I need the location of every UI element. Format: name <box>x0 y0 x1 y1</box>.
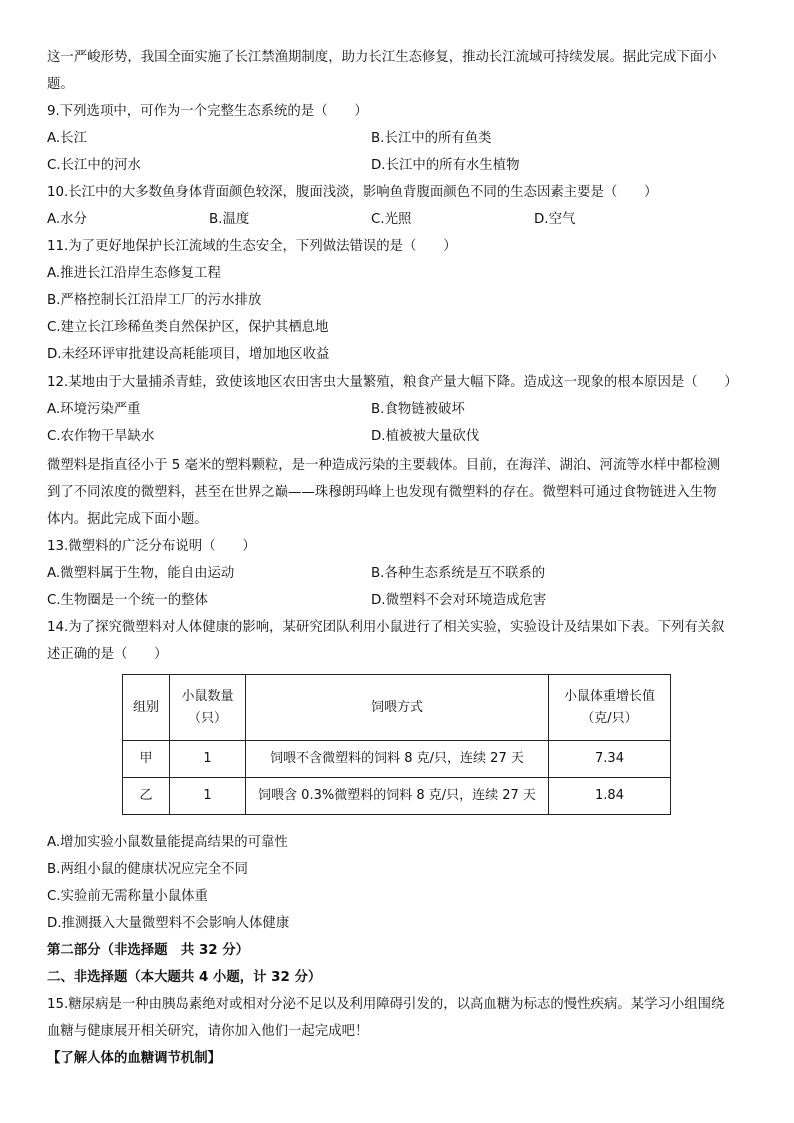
experiment-table <box>122 674 671 815</box>
intro-line-2: 题。 <box>47 77 74 92</box>
passage-line-3: 体内。据此完成下面小题。 <box>47 512 208 527</box>
question-10-stem: 10.长江中的大多数鱼身体背面颜色较深，腹面浅淡，影响鱼背腹面颜色不同的生态因素主要是（ ） <box>47 185 658 200</box>
question-12-option-a: A.环境污染严重 <box>47 402 141 417</box>
question-15-subheading: 【了解人体的血糖调节机制】 <box>47 1051 222 1066</box>
question-10-option-b: B.温度 <box>209 212 250 227</box>
question-13-option-b: B.各种生态系统是互不联系的 <box>371 566 546 581</box>
question-15-line-1: 15.糖尿病是一种由胰岛素绝对或相对分泌不足以及利用障碍引发的，以高血糖为标志的慢性疾病。某学习小组围绕 <box>47 997 725 1012</box>
cell-feeding: 饲喂不含微塑料的饲料 8 克/只，连续 27 天 <box>246 741 549 778</box>
question-10-option-a: A.水分 <box>47 212 87 227</box>
table-row <box>123 741 671 778</box>
question-9-option-a: A.长江 <box>47 131 87 146</box>
cell-count: 1 <box>170 741 246 778</box>
question-9-stem: 9.下列选项中，可作为一个完整生态系统的是（ ） <box>47 104 368 119</box>
question-11-option-b: B.严格控制长江沿岸工厂的污水排放 <box>47 293 262 308</box>
cell-weight-gain: 1.84 <box>549 778 671 815</box>
question-9-option-b: B.长江中的所有鱼类 <box>371 131 492 146</box>
cell-group: 乙 <box>123 778 170 815</box>
question-15-line-2: 血糖与健康展开相关研究，请你加入他们一起完成吧！ <box>47 1024 369 1039</box>
part-two-heading: 第二部分（非选择题 共 32 分） <box>47 943 250 958</box>
question-12-stem: 12.某地由于大量捕杀青蛙，致使该地区农田害虫大量繁殖，粮食产量大幅下降。造成这一现象的根本原因是（ ） <box>47 375 738 390</box>
question-13-option-a: A.微塑料属于生物，能自由运动 <box>47 566 235 581</box>
cell-count: 1 <box>170 778 246 815</box>
question-9-option-d: D.长江中的所有水生植物 <box>371 158 520 173</box>
question-13-stem: 13.微塑料的广泛分布说明（ ） <box>47 539 256 554</box>
header-weight-gain <box>549 675 671 741</box>
question-11-option-a: A.推进长江沿岸生态修复工程 <box>47 266 221 281</box>
header-mouse-count-line-1: 小鼠数量 <box>181 688 234 704</box>
question-11-option-d: D.未经环评审批建设高耗能项目，增加地区收益 <box>47 347 330 362</box>
question-12-option-b: B.食物链被破坏 <box>371 402 465 417</box>
question-13-option-c: C.生物圈是一个统一的整体 <box>47 593 208 608</box>
header-feeding: 饲喂方式 <box>246 675 549 741</box>
header-group: 组别 <box>123 675 170 741</box>
question-14-option-c: C.实验前无需称量小鼠体重 <box>47 889 208 904</box>
question-14-option-d: D.推测摄入大量微塑料不会影响人体健康 <box>47 916 290 931</box>
cell-weight-gain: 7.34 <box>549 741 671 778</box>
question-9-option-c: C.长江中的河水 <box>47 158 141 173</box>
question-14-stem-line-2: 述正确的是（ ） <box>47 647 168 662</box>
question-10-option-d: D.空气 <box>534 212 576 227</box>
question-11-option-c: C.建立长江珍稀鱼类自然保护区，保护其栖息地 <box>47 320 329 335</box>
question-11-stem: 11.为了更好地保护长江流域的生态安全，下列做法错误的是（ ） <box>47 239 457 254</box>
question-13-option-d: D.微塑料不会对环境造成危害 <box>371 593 547 608</box>
header-mouse-count-line-2: （只） <box>187 710 227 726</box>
passage-line-2: 到了不同浓度的微塑料，甚至在世界之巅——珠穆朗玛峰上也发现有微塑料的存在。微塑料可通过食物链进入生物 <box>47 485 717 500</box>
table-row <box>123 778 671 815</box>
question-12-option-c: C.农作物干旱缺水 <box>47 429 155 444</box>
table-header-row <box>123 675 671 741</box>
cell-group: 甲 <box>123 741 170 778</box>
question-12-option-d: D.植被被大量砍伐 <box>371 429 480 444</box>
header-weight-gain-line-1: 小鼠体重增长值 <box>563 688 655 704</box>
intro-line-1: 这一严峻形势，我国全面实施了长江禁渔期制度，助力长江生态修复，推动长江流域可持续发展。据此完成下面小 <box>47 50 717 65</box>
cell-feeding: 饲喂含 0.3%微塑料的饲料 8 克/只，连续 27 天 <box>246 778 549 815</box>
header-mouse-count <box>170 675 246 741</box>
question-14-option-b: B.两组小鼠的健康状况应完全不同 <box>47 862 248 877</box>
header-weight-gain-line-2: （克/只） <box>581 710 638 726</box>
passage-line-1: 微塑料是指直径小于 5 毫米的塑料颗粒，是一种造成污染的主要载体。目前，在海洋、湖泊、河流等水样中都检测 <box>47 458 721 473</box>
question-14-option-a: A.增加实验小鼠数量能提高结果的可靠性 <box>47 835 288 850</box>
question-10-option-c: C.光照 <box>371 212 412 227</box>
section-heading: 二、非选择题（本大题共 4 小题，计 32 分） <box>47 970 322 985</box>
question-14-stem-line-1: 14.为了探究微塑料对人体健康的影响，某研究团队利用小鼠进行了相关实验，实验设计及结果如下表。下列有关叙 <box>47 620 725 635</box>
